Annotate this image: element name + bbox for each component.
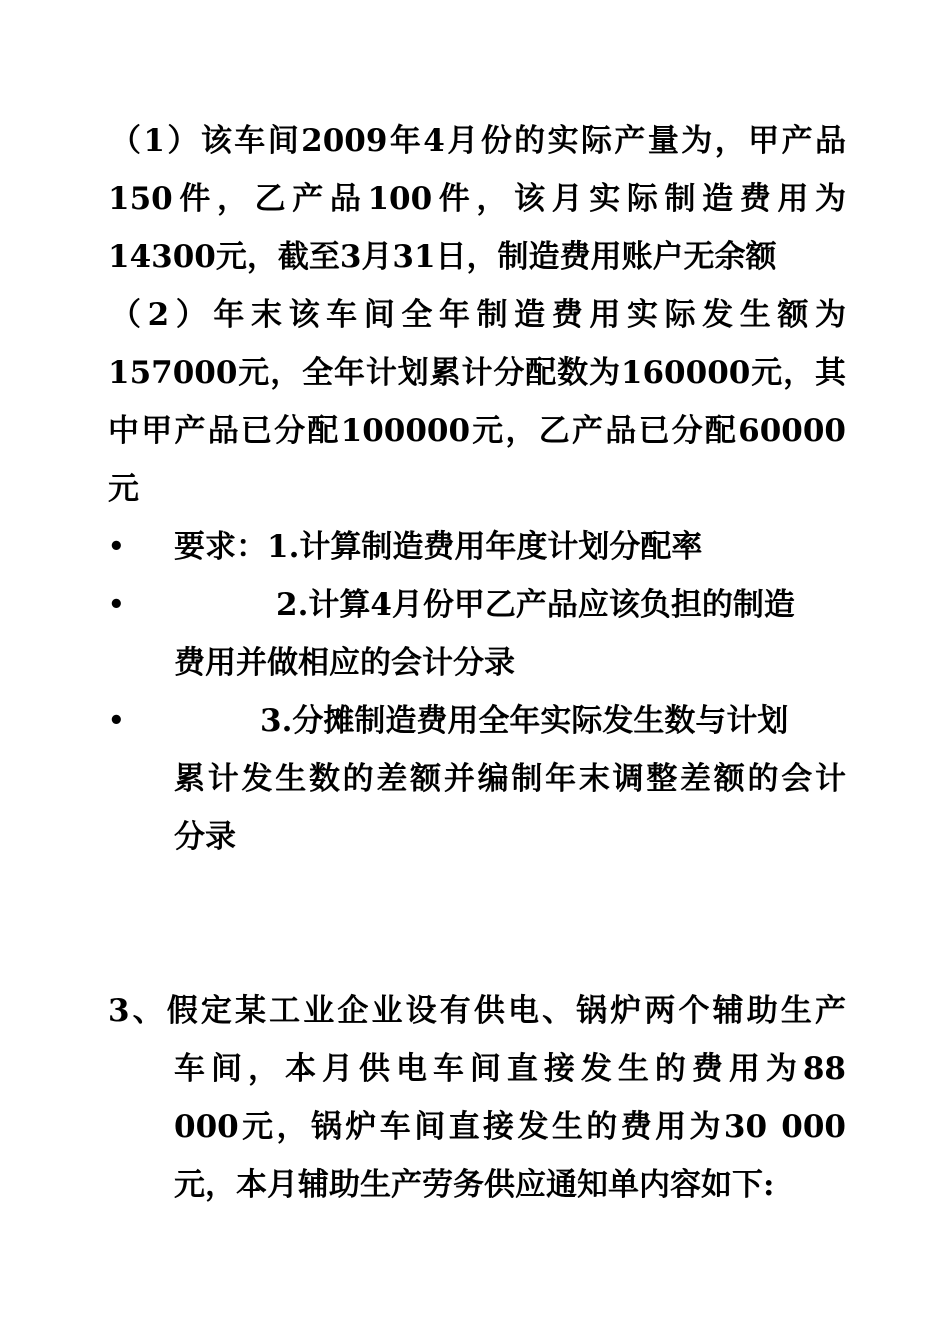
paragraph-line: 元 (108, 471, 139, 507)
bullet-icon: • (108, 590, 125, 620)
requirement-line: 费用并做相应的会计分录 (174, 645, 515, 681)
paragraph-line: （2）年末该车间全年制造费用实际发生额为 (110, 297, 846, 333)
requirement-line: 2.计算4月份甲乙产品应该负担的制造 (276, 587, 795, 623)
paragraph-line: 157000元，全年计划累计分配数为160000元，其 (108, 355, 846, 391)
paragraph-line: 中甲产品已分配100000元，乙产品已分配60000 (108, 413, 846, 449)
bullet-icon: • (108, 532, 125, 562)
requirement-line: 分录 (174, 819, 236, 855)
requirement-line: 累计发生数的差额并编制年末调整差额的会计 (174, 761, 846, 797)
bullet-icon: • (108, 706, 125, 736)
paragraph-line: 000元，锅炉车间直接发生的费用为30 000 (174, 1109, 846, 1145)
paragraph-line: 车间，本月供电车间直接发生的费用为88 (174, 1051, 846, 1087)
paragraph-line: 元，本月辅助生产劳务供应通知单内容如下: (174, 1167, 775, 1203)
paragraph-line: 14300元，截至3月31日，制造费用账户无余额 (108, 239, 777, 275)
paragraph-line: 3、假定某工业企业设有供电、锅炉两个辅助生产 (108, 993, 846, 1029)
requirement-line: 要求：1.计算制造费用年度计划分配率 (174, 529, 703, 565)
paragraph-line: （1）该车间2009年4月份的实际产量为，甲产品 (110, 123, 846, 159)
requirement-line: 3.分摊制造费用全年实际发生数与计划 (260, 703, 789, 739)
paragraph-line: 150件，乙产品100件，该月实际制造费用为 (108, 181, 846, 217)
